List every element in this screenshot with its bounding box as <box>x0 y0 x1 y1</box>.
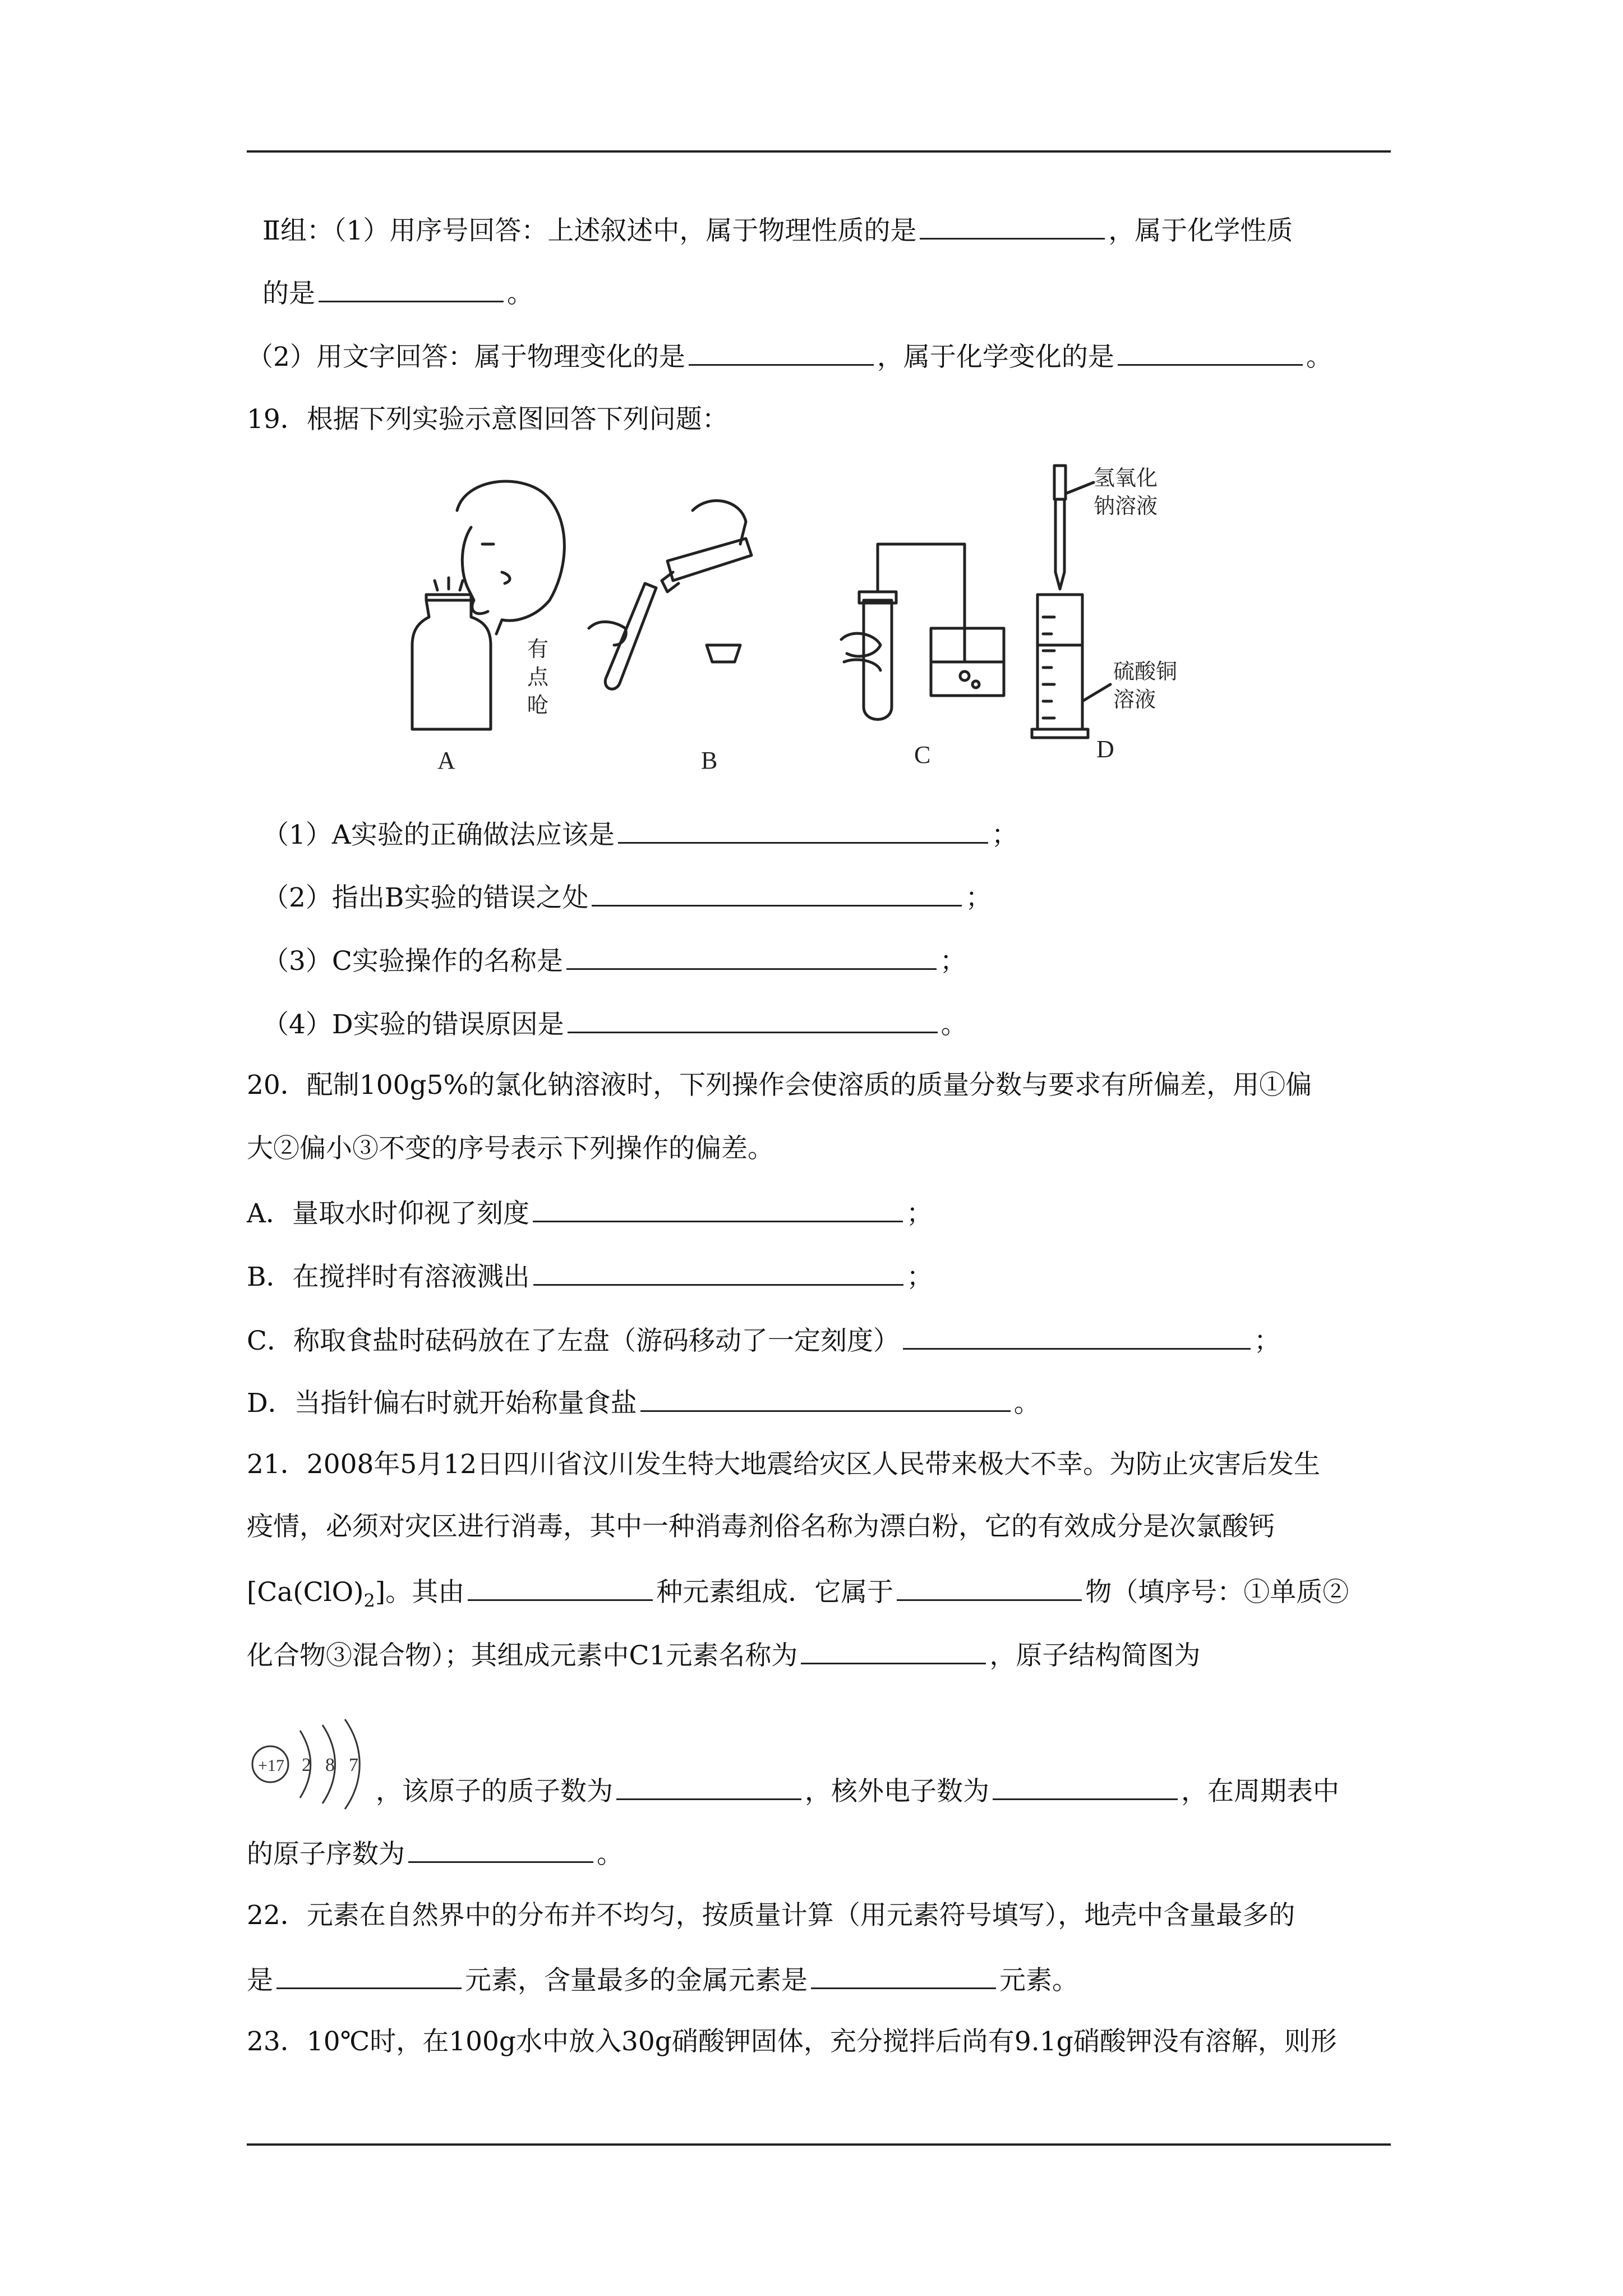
figure-b <box>589 501 751 689</box>
text: （3）C实验操作的名称是 <box>262 946 563 977</box>
text: 23．10℃时，在100g水中放入30g硝酸钾固体，充分搅拌后尚有9.1g硝酸钾没有溶解，则形 <box>247 2026 1337 2057</box>
answer-blank[interactable] <box>1118 338 1303 366</box>
text: ； <box>906 1198 933 1229</box>
text: （1）A实验的正确做法应该是 <box>262 820 615 850</box>
q20-option-d <box>247 1384 1040 1420</box>
answer-blank[interactable] <box>408 1835 593 1863</box>
figure-c <box>841 544 1004 720</box>
q20-option-c <box>247 1322 1280 1358</box>
figure-label-b: B <box>701 747 718 774</box>
text: 疫情，必须对灾区进行消毒，其中一种消毒剂俗名称为漂白粉，它的有效成分是次氯酸钙 <box>247 1511 1275 1542</box>
text: 19．根据下列实验示意图回答下列问题： <box>247 404 728 435</box>
text: 。 <box>940 1009 967 1040</box>
text: ，属于化学变化的是 <box>877 342 1114 372</box>
text: ； <box>906 1262 933 1292</box>
answer-blank[interactable] <box>897 1573 1082 1601</box>
q19-sub1 <box>262 816 1018 852</box>
text: （2）用文字回答：属于物理变化的是 <box>247 342 685 372</box>
formula: [Ca(ClO) <box>247 1577 364 1608</box>
q22-line2 <box>247 1962 1078 1998</box>
atom-shell-2: 8 <box>325 1755 335 1775</box>
answer-blank[interactable] <box>566 942 937 970</box>
answer-blank[interactable] <box>568 1006 938 1033</box>
q19-stem <box>247 403 728 436</box>
figure-d-top-1: 氢氧化 <box>1094 466 1158 490</box>
text: 。 <box>1013 1388 1040 1419</box>
q20-stem-line1 <box>247 1069 1312 1102</box>
text: 22．元素在自然界中的分布并不均匀，按质量计算（用元素符号填写），地壳中含量最多的 <box>247 1900 1295 1931</box>
answer-blank[interactable] <box>920 212 1105 240</box>
figure-label-d: D <box>1096 735 1114 763</box>
atom-shell-3: 7 <box>349 1755 358 1775</box>
text: Ⅱ组：（1）用序号回答：上述叙述中，属于物理性质的是 <box>262 215 917 246</box>
text: ； <box>965 882 992 913</box>
answer-blank[interactable] <box>903 1322 1251 1350</box>
q23-line1 <box>247 2025 1337 2059</box>
text: 。 <box>1306 342 1332 372</box>
figure-a-note-1: 有 <box>527 637 549 661</box>
answer-blank[interactable] <box>801 1637 986 1664</box>
figure-a-note-2: 点 <box>527 665 549 689</box>
atom-shell-1: 2 <box>302 1755 311 1775</box>
text: 20．配制100g5%的氯化钠溶液时，下列操作会使溶质的质量分数与要求有所偏差，用①偏 <box>247 1070 1312 1101</box>
footer-rule <box>247 2143 1391 2146</box>
text: 化合物③混合物）；其组成元素中C1元素名称为 <box>247 1640 798 1671</box>
figure-label-a: A <box>437 747 455 774</box>
q21-line6 <box>247 1835 623 1871</box>
text: ； <box>991 820 1018 850</box>
group2-q2-line <box>247 338 1332 374</box>
text: （4）D实验的错误原因是 <box>262 1009 564 1040</box>
atom-nucleus: +17 <box>258 1756 284 1775</box>
figure-d-bottom-2: 溶液 <box>1113 687 1156 712</box>
q19-sub4 <box>262 1006 967 1042</box>
text: ]。其由 <box>375 1577 465 1608</box>
text: ，原子结构简图为 <box>989 1640 1201 1671</box>
q19-sub2 <box>262 879 992 915</box>
text: ，属于化学性质 <box>1108 215 1293 246</box>
text: 种元素组成．它属于 <box>656 1577 894 1608</box>
text: ，该原子的质子数为 <box>376 1776 613 1807</box>
figure-a-bottle <box>412 578 491 729</box>
group2-q1-line1 <box>262 212 1293 248</box>
text: ； <box>1253 1326 1280 1356</box>
text: D．当指针偏右时就开始称量食盐 <box>247 1388 637 1419</box>
q20-option-b <box>247 1258 933 1294</box>
text: 大②偏小③不变的序号表示下列操作的偏差。 <box>247 1133 774 1164</box>
q21-line1 <box>247 1448 1320 1481</box>
answer-blank[interactable] <box>618 816 988 844</box>
answer-blank[interactable] <box>276 1962 462 1989</box>
answer-blank[interactable] <box>689 338 874 366</box>
header-rule <box>247 150 1391 153</box>
answer-blank[interactable] <box>468 1573 653 1601</box>
text: 是 <box>247 1965 273 1996</box>
text: 元素，含量最多的金属元素是 <box>465 1965 808 1996</box>
answer-blank[interactable] <box>592 879 962 907</box>
q20-option-a <box>247 1195 933 1231</box>
group2-q1-line2 <box>262 275 533 311</box>
formula-subscript: 2 <box>363 1590 375 1612</box>
chlorine-atom-diagram <box>247 1708 376 1820</box>
figure-label-c: C <box>914 741 931 769</box>
text: A．量取水时仰视了刻度 <box>247 1198 529 1229</box>
figure-a-note-3: 呛 <box>527 693 549 717</box>
answer-blank[interactable] <box>533 1195 903 1222</box>
answer-blank[interactable] <box>993 1773 1178 1800</box>
q21-line4 <box>247 1637 1200 1673</box>
text: 物（填序号：①单质② <box>1085 1577 1349 1608</box>
text: 21．2008年5月12日四川省汶川发生特大地震给灾区人民带来极大不幸。为防止灾害后发生 <box>247 1449 1321 1480</box>
figure-d-top-2: 钠溶液 <box>1094 494 1158 518</box>
text: C．称取食盐时砝码放在了左盘（游码移动了一定刻度） <box>247 1326 900 1356</box>
text: ，核外电子数为 <box>805 1776 989 1807</box>
text: ，在周期表中 <box>1181 1776 1339 1807</box>
q22-line1 <box>247 1899 1295 1932</box>
text: 的原子序数为 <box>247 1839 405 1870</box>
figure-d-bottom-1: 硫酸铜 <box>1113 659 1178 684</box>
answer-blank[interactable] <box>811 1962 996 1989</box>
figure-a-person <box>457 481 564 634</box>
experiment-figure <box>404 460 1256 774</box>
answer-blank[interactable] <box>319 275 504 302</box>
answer-blank[interactable] <box>533 1258 903 1286</box>
text: ； <box>939 946 966 977</box>
text: 。 <box>507 278 533 309</box>
answer-blank[interactable] <box>616 1773 801 1800</box>
q21-line3 <box>247 1573 1349 1617</box>
q20-stem-line2 <box>247 1132 774 1166</box>
text: B．在搅拌时有溶液溅出 <box>247 1262 530 1292</box>
q21-line5 <box>376 1773 1339 1809</box>
text: 元素。 <box>999 1965 1078 1996</box>
text: 的是 <box>262 278 315 309</box>
answer-blank[interactable] <box>640 1384 1011 1412</box>
text: 。 <box>597 1839 623 1870</box>
text: （2）指出B实验的错误之处 <box>262 882 589 913</box>
q21-line2 <box>247 1510 1275 1544</box>
q19-sub3 <box>262 942 966 978</box>
